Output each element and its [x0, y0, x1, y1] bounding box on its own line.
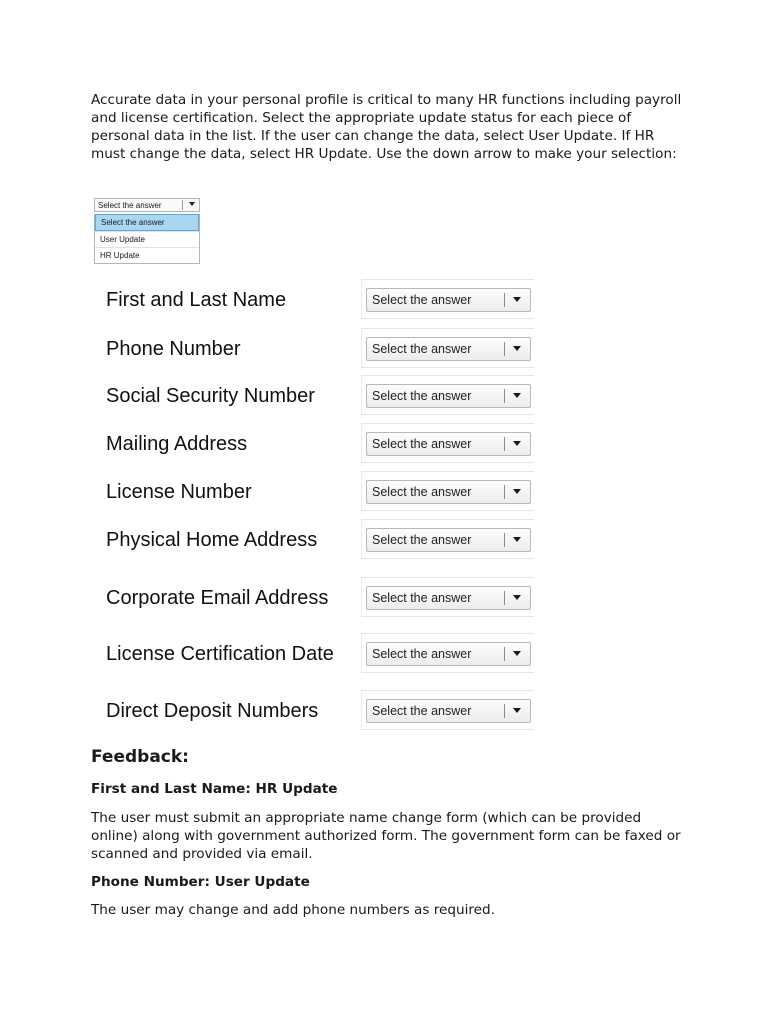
dropdown-divider: [504, 533, 505, 547]
question-label: First and Last Name: [106, 289, 287, 311]
question-row-mailing-address: [0, 431, 768, 467]
feedback-item-text: The user must submit an appropriate name change form (which can be provided online) along with government authorized form. The government form can be faxed or scanned and provided via email.: [91, 810, 681, 862]
chevron-down-icon[interactable]: [513, 651, 521, 656]
answer-select[interactable]: [366, 384, 531, 408]
answer-select-value: Select the answer: [372, 342, 472, 356]
answer-select[interactable]: [366, 480, 531, 504]
dropdown-divider: [504, 293, 505, 307]
question-row-phone-number: [0, 336, 768, 372]
answer-select[interactable]: [366, 337, 531, 361]
answer-select-value: Select the answer: [372, 533, 472, 547]
answer-cell: [361, 690, 534, 730]
answer-select-value: Select the answer: [372, 293, 472, 307]
answer-cell: [361, 519, 534, 559]
question-label: Social Security Number: [106, 385, 315, 407]
question-label: License Number: [106, 481, 252, 503]
chevron-down-icon[interactable]: [513, 393, 521, 398]
answer-select-value: Select the answer: [372, 485, 472, 499]
answer-select[interactable]: [366, 528, 531, 552]
answer-select-value: Select the answer: [372, 437, 472, 451]
feedback-item-title: Phone Number: User Update: [91, 874, 310, 890]
answer-select-value: Select the answer: [372, 647, 472, 661]
question-label: Mailing Address: [106, 433, 248, 455]
dropdown-divider: [504, 437, 505, 451]
example-dropdown[interactable]: [94, 198, 200, 264]
feedback-item-text: The user may change and add phone numbers as required.: [91, 902, 495, 918]
answer-cell: [361, 375, 534, 415]
chevron-down-icon[interactable]: [513, 489, 521, 494]
answer-select[interactable]: [366, 699, 531, 723]
question-label: Corporate Email Address: [106, 587, 329, 609]
answer-select[interactable]: [366, 586, 531, 610]
chevron-down-icon[interactable]: [513, 441, 521, 446]
answer-cell: [361, 279, 534, 319]
question-row-direct-deposit-numbers: [0, 698, 768, 734]
question-row-physical-home-address: [0, 527, 768, 563]
dropdown-divider: [504, 591, 505, 605]
chevron-down-icon[interactable]: [513, 346, 521, 351]
feedback-item-title: First and Last Name: HR Update: [91, 781, 338, 797]
answer-select[interactable]: [366, 642, 531, 666]
question-row-license-certification-date: [0, 641, 768, 677]
answer-cell: [361, 423, 534, 463]
chevron-down-icon[interactable]: [513, 537, 521, 542]
chevron-down-icon[interactable]: [513, 297, 521, 302]
intro-paragraph: Accurate data in your personal profile is critical to many HR functions including payroll and license certification. Select the appropriate update status for each piece of personal data in the list. If the user can change the data, select User Update. If HR must change the data, select HR Update. Use the down arrow to make your selection:: [91, 92, 682, 162]
question-label: Phone Number: [106, 338, 241, 360]
example-dropdown-select[interactable]: [94, 198, 200, 212]
answer-select[interactable]: [366, 432, 531, 456]
answer-select-value: Select the answer: [372, 389, 472, 403]
chevron-down-icon[interactable]: [189, 202, 195, 206]
example-dropdown-value: Select the answer: [98, 200, 162, 210]
dropdown-divider: [504, 704, 505, 718]
question-label: Physical Home Address: [106, 529, 318, 551]
chevron-down-icon[interactable]: [513, 708, 521, 713]
dropdown-option-user-update[interactable]: User Update: [95, 231, 199, 247]
dropdown-divider: [504, 342, 505, 356]
question-row-social-security-number: [0, 383, 768, 419]
dropdown-divider: [504, 647, 505, 661]
question-row-corporate-email-address: [0, 585, 768, 621]
answer-select[interactable]: [366, 288, 531, 312]
question-label: License Certification Date: [106, 643, 334, 665]
answer-select-value: Select the answer: [372, 704, 472, 718]
question-row-license-number: [0, 479, 768, 515]
question-row-first-and-last-name: [0, 287, 768, 323]
answer-cell: [361, 577, 534, 617]
dropdown-option-hr-update[interactable]: HR Update: [95, 247, 199, 263]
dropdown-divider: [182, 200, 183, 210]
dropdown-divider: [504, 485, 505, 499]
example-dropdown-options: [94, 214, 200, 264]
question-label: Direct Deposit Numbers: [106, 700, 319, 722]
answer-select-value: Select the answer: [372, 591, 472, 605]
feedback-heading: Feedback:: [91, 747, 189, 767]
dropdown-divider: [504, 389, 505, 403]
answer-cell: [361, 633, 534, 673]
chevron-down-icon[interactable]: [513, 595, 521, 600]
dropdown-option-select-the-answer[interactable]: Select the answer: [95, 214, 199, 231]
answer-cell: [361, 471, 534, 511]
answer-cell: [361, 328, 534, 368]
